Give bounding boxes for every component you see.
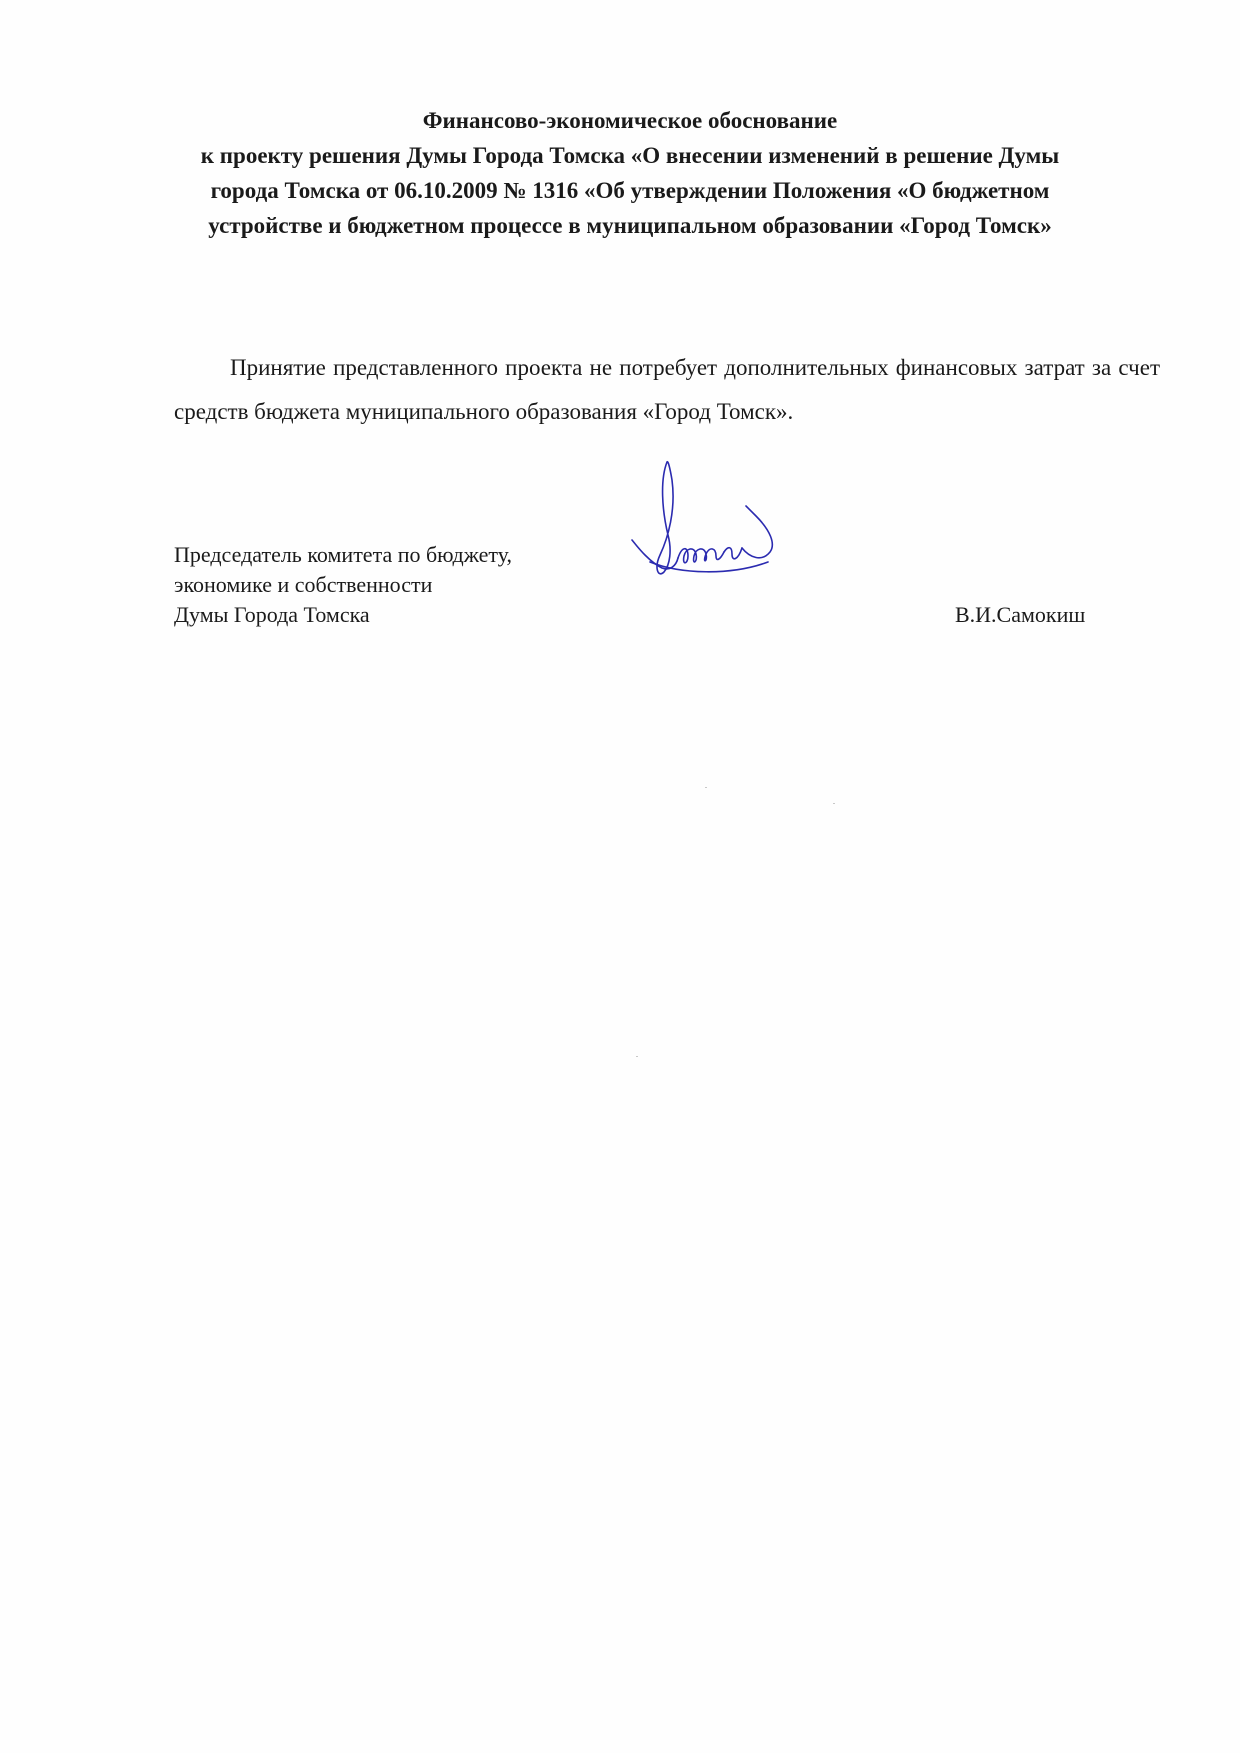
- signer-name: В.И.Самокиш: [955, 602, 1086, 627]
- signer-position-line-1: Председатель комитета по бюджету,: [174, 542, 512, 567]
- document-title: [150, 103, 1110, 243]
- scan-speck: [833, 803, 835, 804]
- title-line-3: города Томска от 06.10.2009 № 1316 «Об утверждении Положения «О бюджетном: [210, 178, 1050, 203]
- signer-position: [174, 540, 512, 630]
- signer-position-line-3: Думы Города Томска: [174, 602, 370, 627]
- title-line-2: к проекту решения Думы Города Томска «О внесении изменений в решение Думы: [200, 143, 1060, 168]
- title-line-1: Финансово-экономическое обоснование: [422, 108, 838, 133]
- body-paragraph: Принятие представленного проекта не потребует дополнительных финансовых затрат за счет средств бюджета муниципального образования «Город Томск».: [174, 355, 1160, 424]
- scan-speck: [705, 787, 707, 788]
- scan-speck: [636, 1056, 638, 1057]
- handwritten-signature-icon: [620, 450, 800, 600]
- title-line-4: устройстве и бюджетном процессе в муниципальном образовании «Город Томск»: [208, 213, 1052, 238]
- signer-position-line-2: экономике и собственности: [174, 572, 433, 597]
